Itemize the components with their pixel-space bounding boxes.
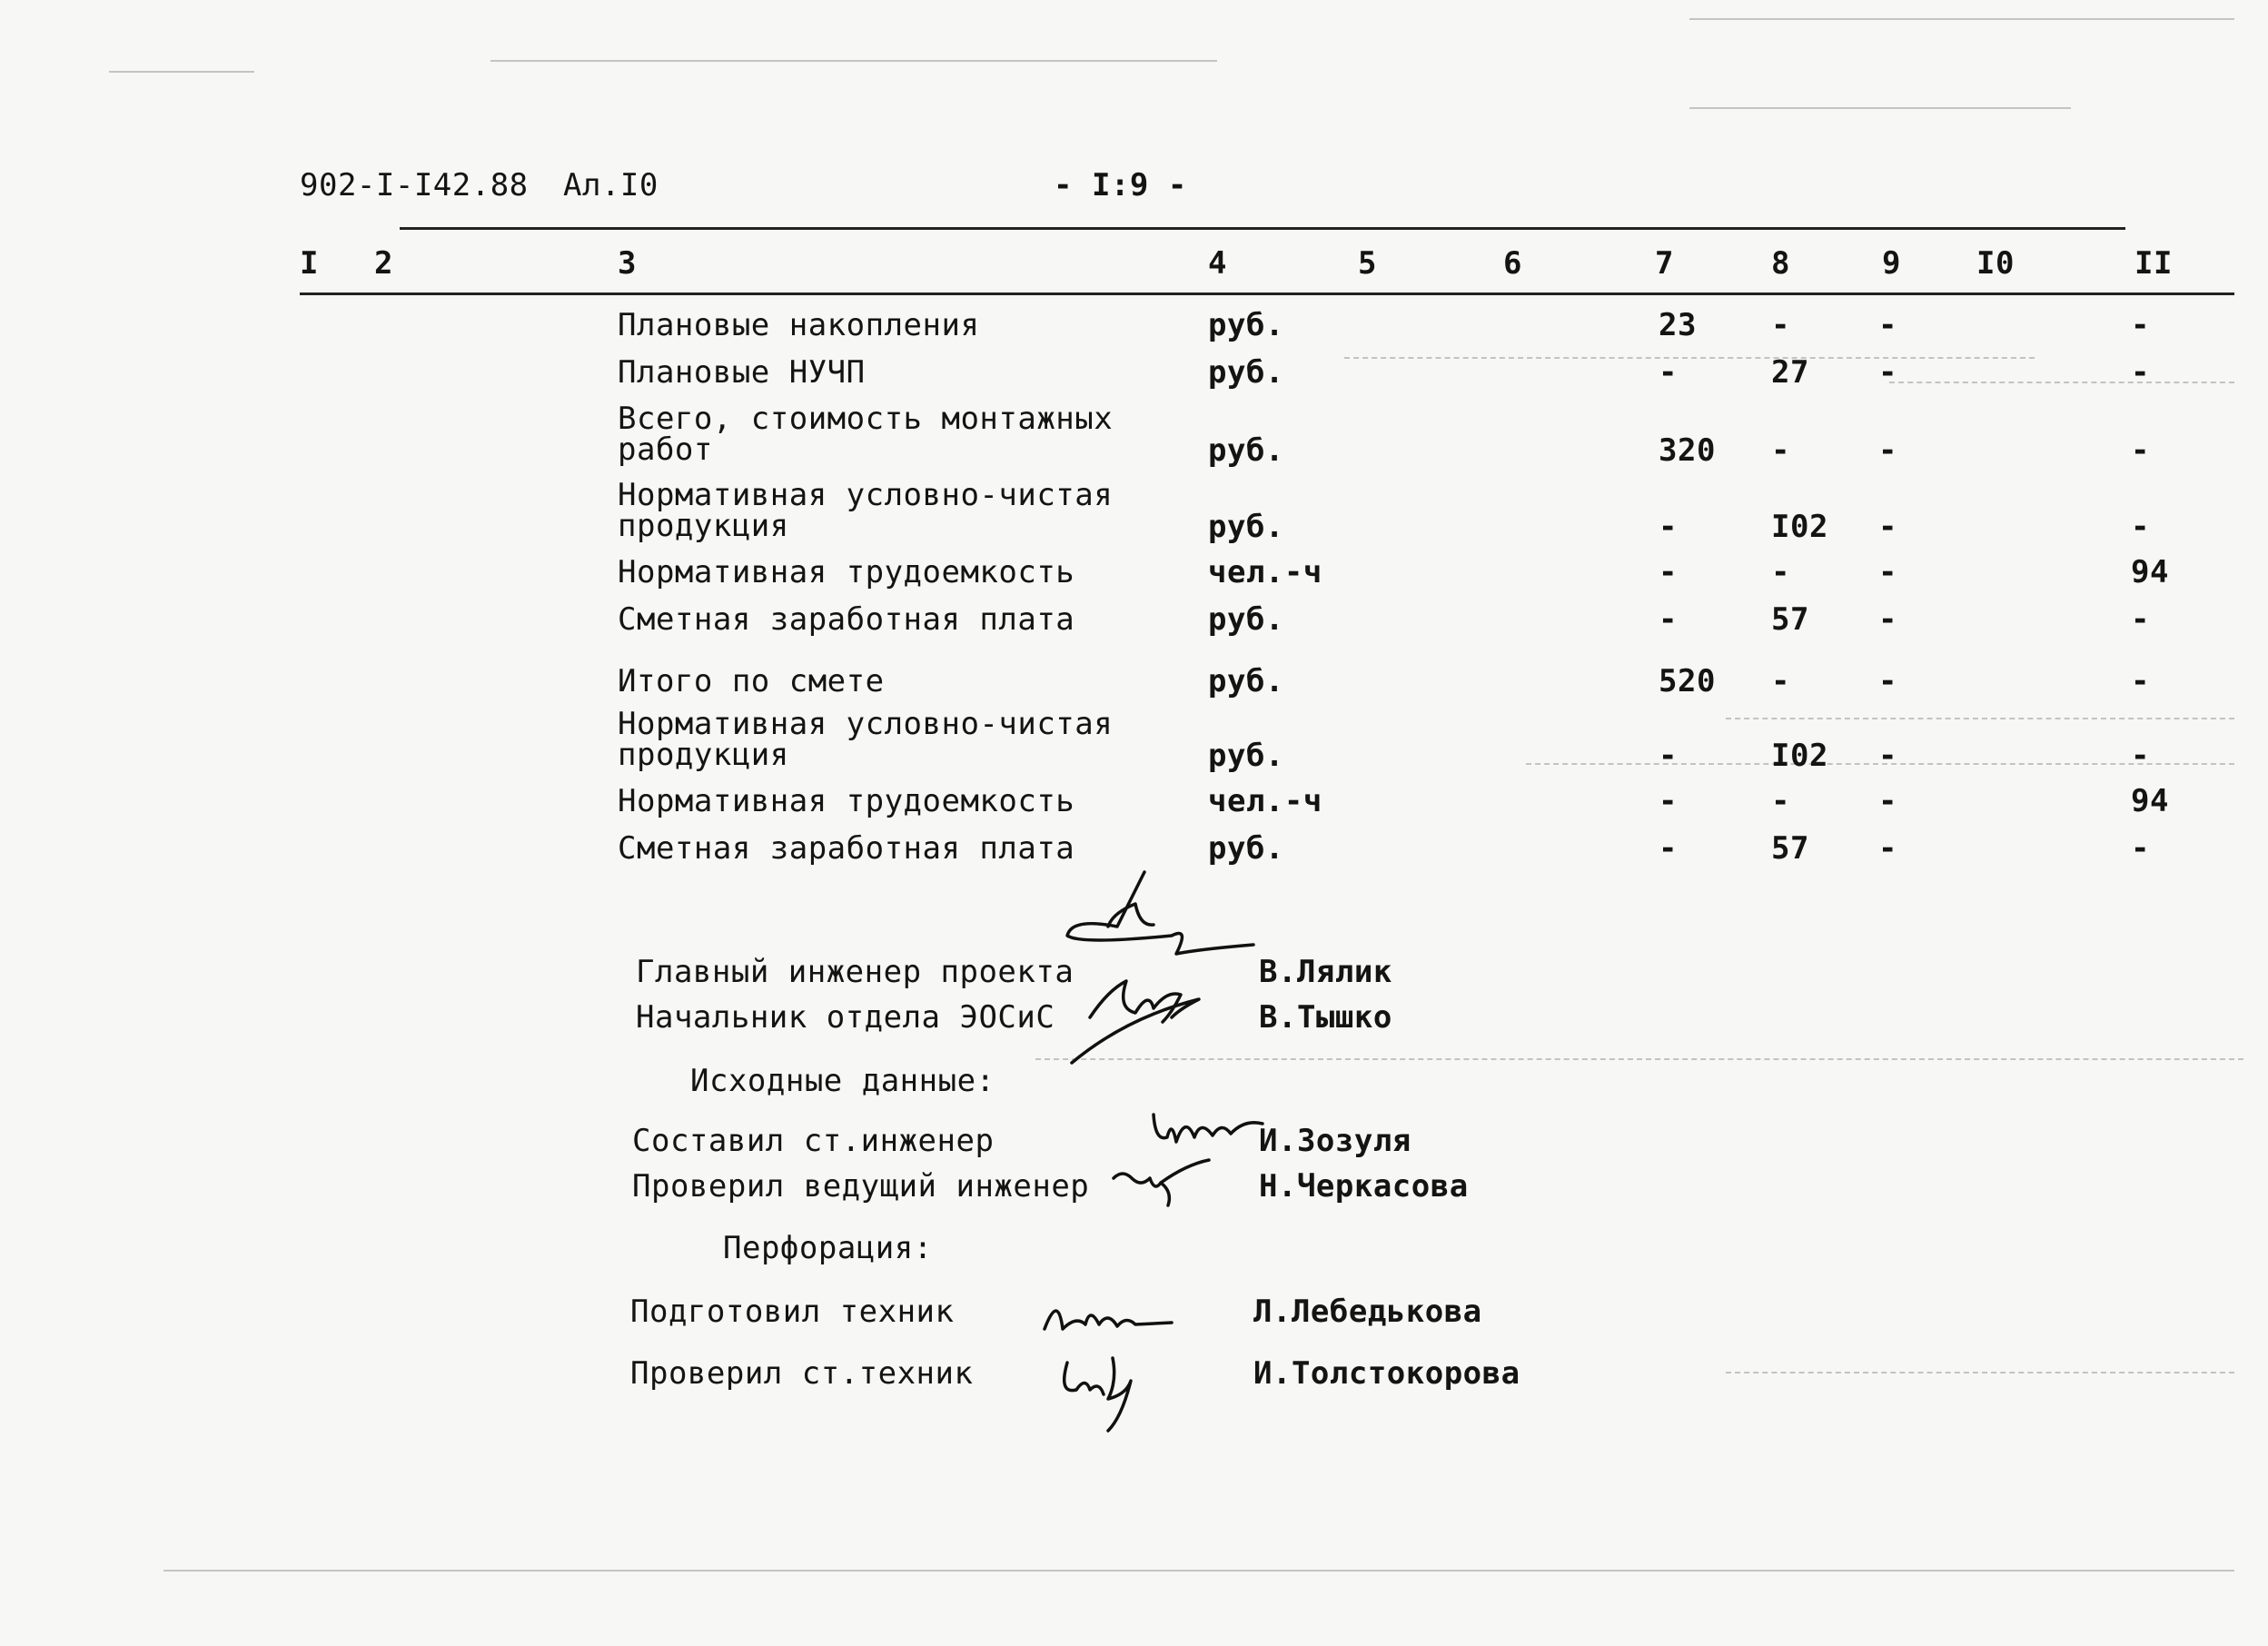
perforation-heading: Перфорация:	[723, 1230, 933, 1266]
cell-col11: -	[2131, 354, 2150, 391]
cell-col11: -	[2131, 432, 2150, 469]
cell-col11: -	[2131, 601, 2150, 638]
cell-col9: -	[1878, 509, 1897, 545]
table-header-rule	[300, 293, 2234, 295]
row-name: Нормативная трудоемкость	[618, 554, 1075, 590]
row-name: Всего, стоимость монтажных работ	[618, 401, 1114, 468]
prepared-tech-role: Подготовил техник	[630, 1294, 955, 1330]
scan-noise-line	[1689, 107, 2071, 109]
signature-prepared-tech	[1035, 1288, 1181, 1343]
cell-col9: -	[1878, 601, 1897, 638]
cell-col7: -	[1659, 509, 1678, 545]
row-name: Сметная заработная плата	[618, 601, 1075, 638]
column-header: 5	[1358, 245, 1377, 282]
scan-noise-line	[1726, 1372, 2234, 1373]
dept-head-role: Начальник отдела ЭОСиС	[636, 999, 1055, 1036]
row-unit: руб.	[1208, 509, 1284, 545]
row-unit: руб.	[1208, 663, 1284, 699]
scan-noise-line	[1344, 357, 2035, 359]
column-header: 9	[1882, 245, 1901, 282]
row-unit: чел.-ч	[1208, 783, 1322, 819]
cell-col8: -	[1771, 554, 1790, 590]
chief-engineer-name: В.Лялик	[1259, 954, 1392, 990]
cell-col7: -	[1659, 601, 1678, 638]
row-name: Нормативная условно-чистая продукция	[618, 477, 1114, 544]
cell-col9: -	[1878, 830, 1897, 867]
table-top-rule	[400, 227, 2125, 230]
cell-col7: 23	[1659, 307, 1697, 343]
checked-tech-role: Проверил ст.техник	[630, 1355, 974, 1392]
cell-col8: I02	[1771, 509, 1828, 545]
cell-col11: -	[2131, 307, 2150, 343]
cell-col8: -	[1771, 307, 1790, 343]
dept-head-name: В.Тышко	[1259, 999, 1392, 1036]
prepared-tech-name: Л.Лебедькова	[1253, 1294, 1482, 1330]
source-data-heading: Исходные данные:	[690, 1063, 995, 1099]
row-unit: чел.-ч	[1208, 554, 1322, 590]
cell-col8: 57	[1771, 601, 1809, 638]
cell-col8: I02	[1771, 738, 1828, 774]
checked-lead-name: Н.Черкасова	[1259, 1168, 1469, 1205]
cell-col8: 27	[1771, 354, 1809, 391]
checked-tech-name: И.Толстокорова	[1253, 1355, 1520, 1392]
column-header: 8	[1771, 245, 1790, 282]
cell-col11: -	[2131, 663, 2150, 699]
chief-engineer-role: Главный инженер проекта	[636, 954, 1075, 990]
scan-noise-line	[109, 71, 254, 73]
cell-col9: -	[1878, 738, 1897, 774]
scan-noise-line	[490, 60, 1217, 62]
cell-col7: -	[1659, 783, 1678, 819]
column-header: 2	[374, 245, 393, 282]
column-header: 4	[1208, 245, 1227, 282]
cell-col11: 94	[2131, 554, 2169, 590]
column-header: I	[300, 245, 319, 282]
cell-col11: -	[2131, 738, 2150, 774]
row-unit: руб.	[1208, 601, 1284, 638]
cell-col7: -	[1659, 554, 1678, 590]
cell-col7: -	[1659, 738, 1678, 774]
cell-col9: -	[1878, 307, 1897, 343]
signature-compiled	[1144, 1101, 1272, 1155]
signature-checked-lead	[1104, 1155, 1223, 1210]
cell-col9: -	[1878, 354, 1897, 391]
row-name: Плановые НУЧП	[618, 354, 866, 391]
cell-col11: 94	[2131, 783, 2169, 819]
scan-noise-line	[163, 1570, 2234, 1572]
cell-col7: -	[1659, 354, 1678, 391]
cell-col8: -	[1771, 663, 1790, 699]
cell-col8: -	[1771, 783, 1790, 819]
column-header: 6	[1503, 245, 1522, 282]
row-name: Плановые накопления	[618, 307, 980, 343]
column-header: II	[2134, 245, 2173, 282]
scan-noise-line	[1689, 18, 2234, 20]
row-name: Нормативная трудоемкость	[618, 783, 1075, 819]
compiled-name: И.Зозуля	[1259, 1123, 1411, 1159]
cell-col7: 320	[1659, 432, 1716, 469]
row-name: Нормативная условно-чистая продукция	[618, 706, 1114, 773]
signature-checked-tech	[1054, 1344, 1154, 1435]
row-unit: руб.	[1208, 830, 1284, 867]
cell-col9: -	[1878, 783, 1897, 819]
row-unit: руб.	[1208, 432, 1284, 469]
compiled-role: Составил ст.инженер	[632, 1123, 995, 1159]
row-unit: руб.	[1208, 738, 1284, 774]
sheet-label: Ал.I0	[563, 167, 659, 203]
cell-col9: -	[1878, 554, 1897, 590]
scan-noise-line	[1726, 718, 2234, 719]
cell-col9: -	[1878, 663, 1897, 699]
doc-code: 902-I-I42.88	[300, 167, 529, 203]
column-header: I0	[1976, 245, 2015, 282]
cell-col11: -	[2131, 830, 2150, 867]
page-number: - I:9 -	[1054, 167, 1187, 203]
scan-noise-line	[1889, 382, 2234, 383]
row-unit: руб.	[1208, 307, 1284, 343]
cell-col9: -	[1878, 432, 1897, 469]
row-unit: руб.	[1208, 354, 1284, 391]
signature-dept-head	[1081, 963, 1226, 1036]
cell-col8: 57	[1771, 830, 1809, 867]
row-name: Итого по смете	[618, 663, 885, 699]
column-header: 3	[618, 245, 637, 282]
cell-col11: -	[2131, 509, 2150, 545]
row-name: Сметная заработная плата	[618, 830, 1075, 867]
checked-lead-role: Проверил ведущий инженер	[632, 1168, 1090, 1205]
column-header: 7	[1655, 245, 1674, 282]
cell-col8: -	[1771, 432, 1790, 469]
cell-col7: -	[1659, 830, 1678, 867]
cell-col7: 520	[1659, 663, 1716, 699]
